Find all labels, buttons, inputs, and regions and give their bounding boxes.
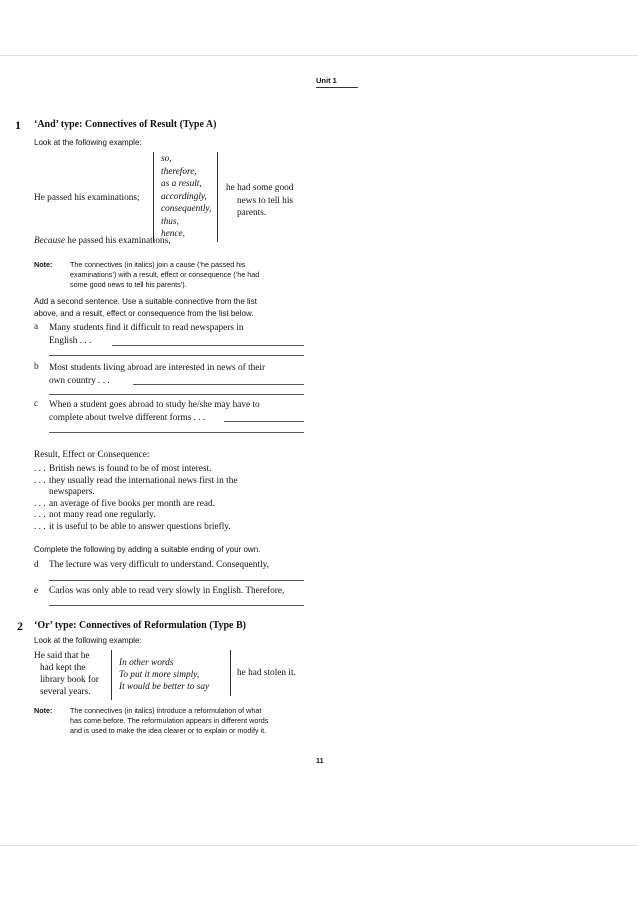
exercise-line: complete about twelve different forms . . . <box>49 413 206 423</box>
exercise-line: When a student goes abroad to study he/she may have to <box>49 400 260 410</box>
unit-label: Unit 1 <box>316 76 337 85</box>
section-2-look-text: Look at the following example: <box>34 636 142 645</box>
statement-line: library book for <box>40 675 99 685</box>
example-result-line: news to tell his <box>237 195 294 206</box>
example-result-line: parents. <box>237 208 267 218</box>
answer-line[interactable] <box>49 580 304 581</box>
connective-item: In other words <box>119 658 174 668</box>
because-line <box>34 236 171 246</box>
statement-line: several years. <box>40 687 91 697</box>
connective-item: It would be better to say <box>119 682 210 692</box>
section-1-title: ‘And’ type: Connectives of Result (Type A) <box>34 119 217 130</box>
connective-item: To put it more simply, <box>119 670 200 680</box>
complete-instruction: Complete the following by adding a suitable ending of your own. <box>34 545 261 554</box>
connective-item: consequently, <box>161 204 212 214</box>
result-item: . . . they usually read the international news first in the <box>34 475 238 486</box>
exercise-line: own country . . . <box>49 376 110 386</box>
connective-item: therefore, <box>161 166 197 177</box>
reformulation-statement <box>34 650 99 698</box>
answer-line[interactable] <box>49 605 304 606</box>
note-label: Note: <box>34 706 53 715</box>
connective-item: accordingly, <box>161 191 207 202</box>
unit-underline <box>316 87 358 88</box>
page-bottom-edge <box>0 845 638 846</box>
example-cause: He passed his examinations; <box>34 193 140 203</box>
note-line: has come before. The reformulation appears in different words <box>70 716 269 725</box>
because-rest: he passed his examinations, <box>64 236 171 246</box>
reformulation-right-divider <box>230 650 231 696</box>
example-result <box>226 182 293 220</box>
result-item: . . . not many read one regularly. <box>34 510 156 521</box>
example-right-divider <box>217 152 218 242</box>
example-left-divider <box>153 152 154 242</box>
exercise-letter: c <box>34 399 39 409</box>
exercise-letter: d <box>34 560 39 570</box>
page-top-edge <box>0 55 638 56</box>
note-line: The connectives (in italics) introduce a reformulation of what <box>70 706 262 715</box>
statement-line: He said that he <box>34 651 90 661</box>
note-line: some good news to tell his parents’). <box>70 280 187 289</box>
result-item: . . . British news is found to be of most interest. <box>34 464 212 474</box>
page-number: 11 <box>316 756 324 765</box>
exercise-line: Many students find it difficult to read newspapers in <box>49 323 244 333</box>
instruction <box>34 296 257 320</box>
answer-line[interactable] <box>133 384 304 385</box>
answer-line[interactable] <box>49 432 304 433</box>
result-item: newspapers. <box>49 487 95 498</box>
complete-item-text: Carlos was only able to read very slowly in English. Therefore, <box>49 586 285 596</box>
note-line: examinations’) with a result, effect or consequence (‘he had <box>70 270 260 279</box>
exercise-letter: b <box>34 362 39 372</box>
answer-line[interactable] <box>112 345 304 346</box>
note-text <box>70 706 268 736</box>
connective-item: as a result, <box>161 179 202 189</box>
section-1-look-text: Look at the following example: <box>34 138 142 147</box>
exercise-line: Most students living abroad are interested in news of their <box>49 363 266 373</box>
reformulation-left-divider <box>111 650 112 700</box>
instruction-line: above, and a result, effect or consequence from the list below. <box>34 309 254 318</box>
note-line: and is used to make the idea clearer or to explain or modify it. <box>70 726 267 735</box>
because-word: Because <box>34 236 65 246</box>
statement-line: had kept the <box>40 663 86 673</box>
results-title: Result, Effect or Consequence: <box>34 450 150 460</box>
results-list <box>34 464 237 534</box>
exercise-line: English . . . <box>49 336 92 346</box>
connective-item: so, <box>161 154 172 164</box>
result-item: . . . an average of five books per month are read. <box>34 498 215 509</box>
section-2-number: 2 <box>17 619 23 633</box>
answer-line[interactable] <box>49 394 304 395</box>
exercise-letter: a <box>34 322 39 332</box>
note-label: Note: <box>34 260 53 269</box>
complete-item-text: The lecture was very difficult to understand. Consequently, <box>49 560 269 570</box>
example-result-line: he had some good <box>226 183 294 193</box>
section-2-title: ‘Or’ type: Connectives of Reformulation (Type B) <box>34 620 246 631</box>
exercise-letter: e <box>34 586 39 596</box>
section-1-number: 1 <box>15 118 21 132</box>
connective-item: thus, <box>161 216 179 227</box>
instruction-line: Add a second sentence. Use a suitable connective from the list <box>34 297 257 306</box>
answer-line[interactable] <box>49 355 304 356</box>
answer-line[interactable] <box>224 421 304 422</box>
result-item: . . . it is useful to be able to answer questions briefly. <box>34 521 231 532</box>
reformulation-connectives <box>119 657 209 693</box>
note-line: The connectives (in italics) join a cause (‘he passed his <box>70 260 246 269</box>
note-text <box>70 260 259 290</box>
reformulation-result: he had stolen it. <box>237 668 296 678</box>
connective-list <box>161 153 211 241</box>
connective-item: hence, <box>161 229 186 239</box>
